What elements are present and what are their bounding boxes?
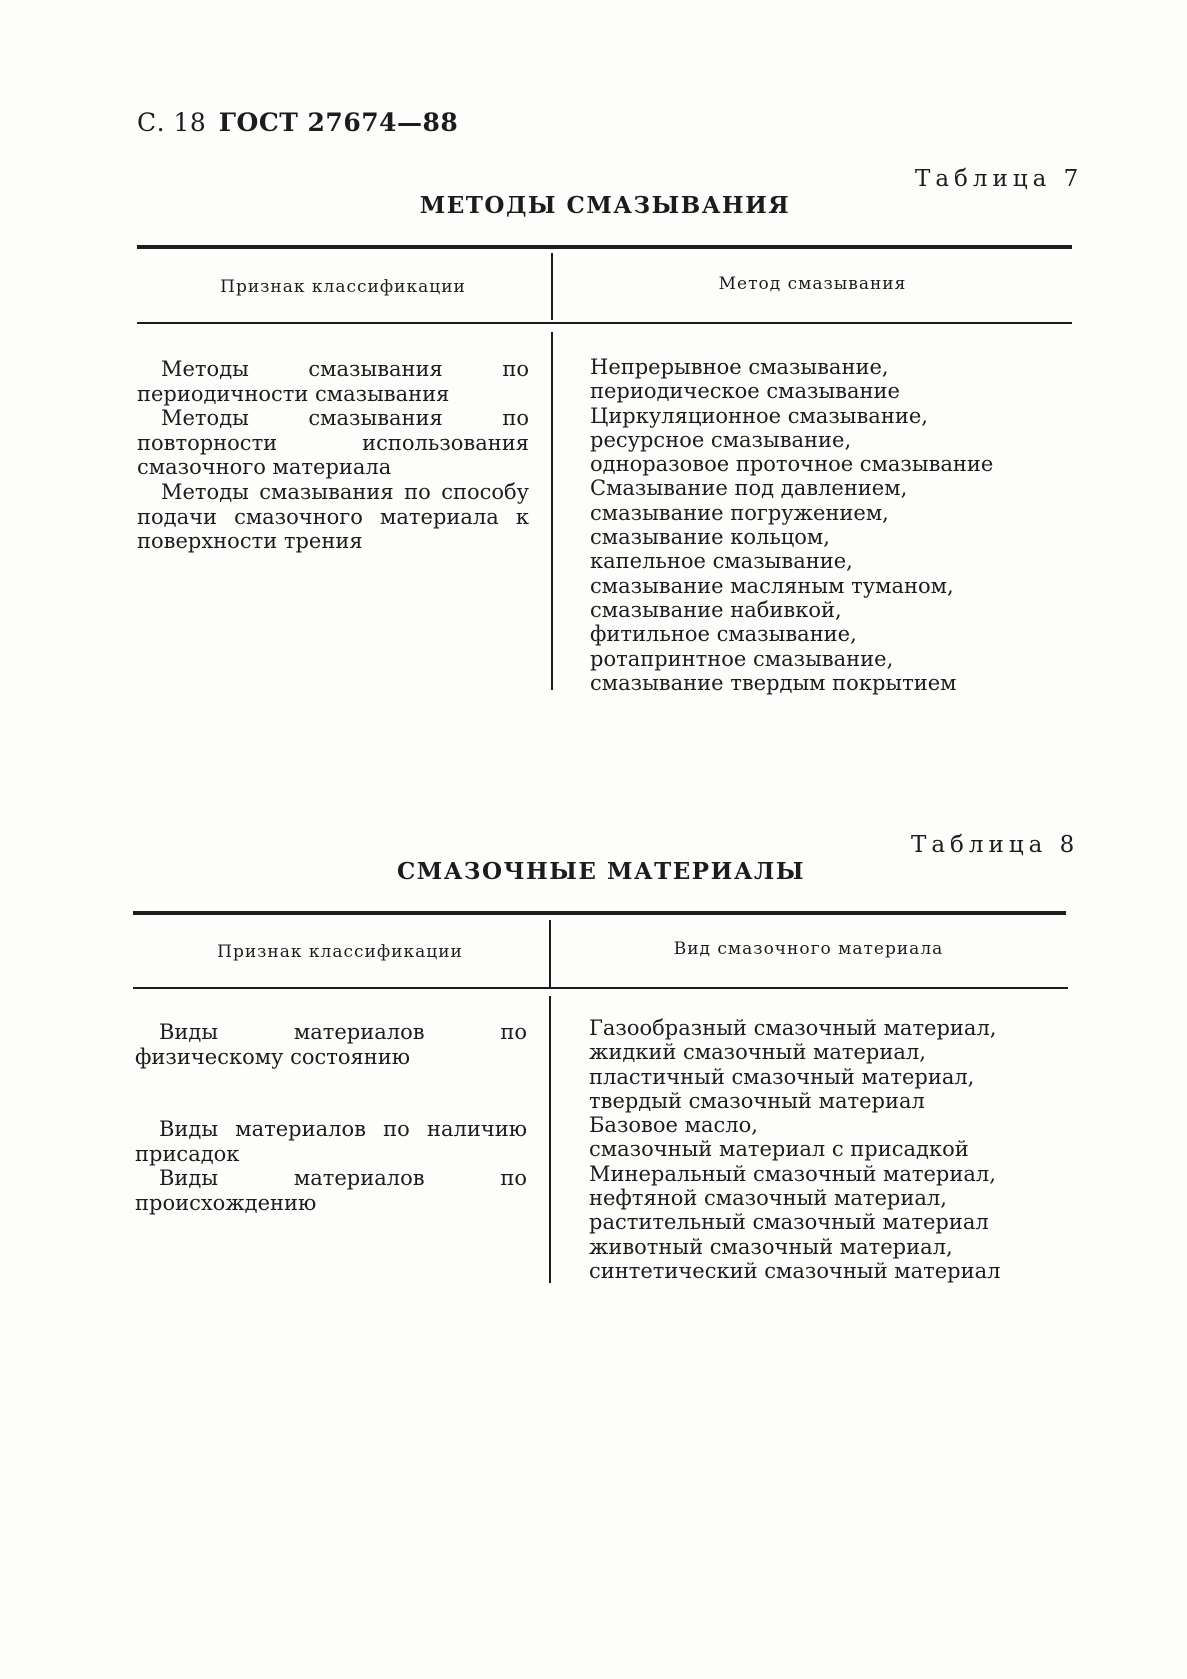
table-8-material-line: смазочный материал с присадкой xyxy=(589,1137,969,1162)
table-8-material-line: Минеральный смазочный материал, xyxy=(589,1161,996,1186)
table-7-methods xyxy=(590,355,993,695)
table-7-number: Таблица 7 xyxy=(915,166,1084,192)
standard-number: ГОСТ 27674—88 xyxy=(218,108,459,137)
table-7-method-line: смазывание погружением, xyxy=(590,500,889,525)
table-8-criterion: Виды материалов по наличию присадок xyxy=(135,1117,527,1166)
table-7-method-line: Циркуляционное смазывание, xyxy=(590,403,928,428)
table-8-material-line: жидкий смазочный материал, xyxy=(589,1040,926,1065)
table-7-criteria xyxy=(137,357,529,554)
table-7-col1-header: Признак классификации xyxy=(220,277,466,297)
table-8-criteria xyxy=(135,1020,527,1216)
table-8-header-rule xyxy=(133,987,1068,989)
table-8-material-line: пластичный смазочный материал, xyxy=(589,1064,975,1089)
table-8-title: СМАЗОЧНЫЕ МАТЕРИАЛЫ xyxy=(396,858,806,885)
table-7-method-line: ротапринтное смазывание, xyxy=(590,646,894,671)
page-number: С. 18 xyxy=(137,108,207,137)
table-8-criterion: Виды материалов по происхождению xyxy=(135,1166,527,1215)
table-7-method-line: смазывание масляным туманом, xyxy=(590,573,954,598)
table-8-material-line: растительный смазочный материал xyxy=(589,1210,989,1235)
table-7-method-line: капельное смазывание, xyxy=(590,549,853,574)
table-8-material-line: животный смазочный материал, xyxy=(589,1234,953,1259)
table-7-method-line: Смазывание под давлением, xyxy=(590,476,908,501)
table-7-top-rule xyxy=(137,245,1072,249)
table-8-criterion: Виды материалов по физическому состоянию xyxy=(135,1020,527,1069)
table-7-method-line: одноразовое проточное смазывание xyxy=(590,452,994,477)
table-7-body-divider xyxy=(551,332,553,690)
table-8-body-divider xyxy=(549,996,551,1283)
table-7-method-line: Непрерывное смазывание, xyxy=(590,355,889,379)
table-8-col1-header: Признак классификации xyxy=(217,942,463,962)
table-7-header-rule xyxy=(137,322,1072,324)
table-8-col2-header: Вид смазочного материала xyxy=(673,939,944,959)
table-7-method-line: смазывание твердым покрытием xyxy=(590,670,957,695)
table-7-criterion: Методы смазывания по периодичности смазывания xyxy=(137,357,529,406)
table-7-criterion: Методы смазывания по способу подачи смазочного материала к поверхности трения xyxy=(137,479,529,554)
page-header xyxy=(137,108,458,137)
table-8-material-line: Базовое масло, xyxy=(589,1113,758,1138)
table-7-method-line: фитильное смазывание, xyxy=(590,622,857,647)
table-7-method-line: периодическое смазывание xyxy=(590,379,900,404)
table-8-number: Таблица 8 xyxy=(911,832,1080,858)
table-8-material-line: нефтяной смазочный материал, xyxy=(589,1186,947,1211)
table-8-material-line: синтетический смазочный материал xyxy=(589,1258,1001,1283)
table-8-top-rule xyxy=(133,911,1066,915)
table-7-title: МЕТОДЫ СМАЗЫВАНИЯ xyxy=(419,192,791,219)
table-8-material-line: твердый смазочный материал xyxy=(589,1088,925,1113)
table-7-method-line: смазывание набивкой, xyxy=(590,597,842,622)
table-7-col2-header: Метод смазывания xyxy=(718,274,907,294)
table-8-material-line: Газообразный смазочный материал, xyxy=(589,1016,997,1040)
table-7-method-line: ресурсное смазывание, xyxy=(590,427,852,452)
table-7-criterion: Методы смазывания по повторности использования смазочного материала xyxy=(137,406,529,480)
table-7-method-line: смазывание кольцом, xyxy=(590,525,830,550)
table-8-materials xyxy=(589,1016,1000,1283)
